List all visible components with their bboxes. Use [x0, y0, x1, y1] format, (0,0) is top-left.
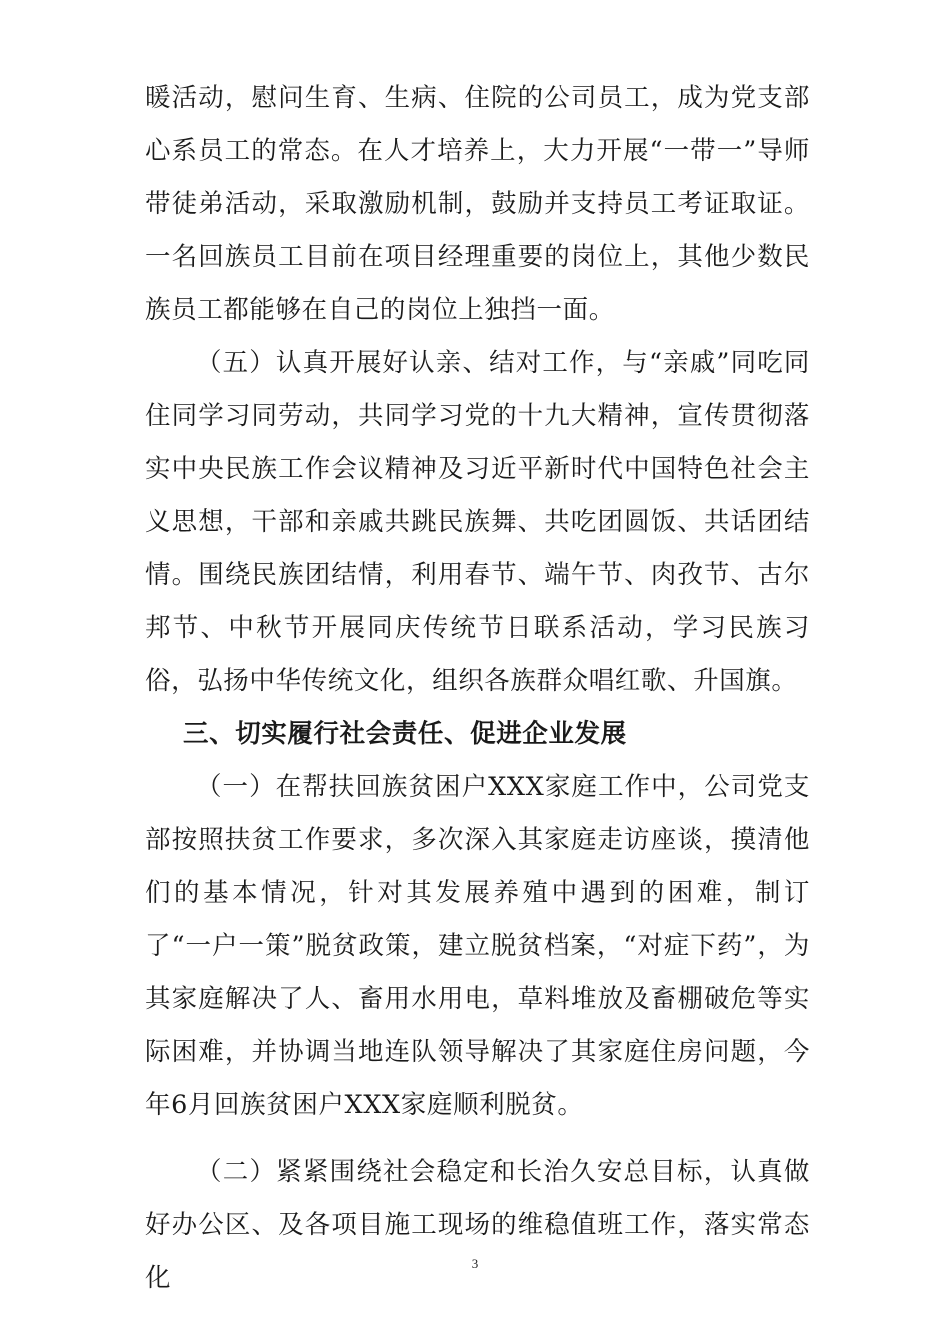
section-heading-social-responsibility: 三、切实履行社会责任、促进企业发展 [183, 719, 627, 749]
paragraph-one-poverty-assistance: （一）在帮扶回族贫困户XXX家庭工作中，公司党支部按照扶贫工作要求，多次深入其家庭走访座谈，摸清他们的基本情况，针对其发展养殖中遇到的困难，制订了“一户一策”脱贫政策，建立脱贫档案，“对症下药”，为其家庭解决了人、畜用水用电，草料堆放及畜棚破危等实际困难，并协调当地连队领导解决了其家庭住房问题，今年6月回族贫困户XXX家庭顺利脱贫。 [145, 772, 810, 1120]
paragraph-two-stability-work: （二）紧紧围绕社会稳定和长治久安总目标，认真做好办公区、及各项目施工现场的维稳值班工作，落实常态化 [145, 1157, 810, 1293]
paragraph-care-and-training: 暖活动，慰问生育、生病、住院的公司员工，成为党支部心系员工的常态。在人才培养上，大力开展“一带一”导师带徒弟活动，采取激励机制，鼓励并支持员工考证取证。一名回族员工目前在项目经理重要的岗位上，其他少数民族员工都能够在自己的岗位上独挡一面。 [145, 83, 810, 325]
paragraph-five-kinship-pairing: （五）认真开展好认亲、结对工作，与“亲戚”同吃同住同学习同劳动，共同学习党的十九大精神，宣传贯彻落实中央民族工作会议精神及习近平新时代中国特色社会主义思想，干部和亲戚共跳民族舞、共吃团圆饭、共话团结情。围绕民族团结情，利用春节、端午节、肉孜节、古尔邦节、中秋节开展同庆传统节日联系活动，学习民族习俗，弘扬中华传统文化，组织各族群众唱红歌、升国旗。 [145, 348, 810, 696]
page-number: 3 [471, 1256, 479, 1271]
document-body [145, 72, 810, 1305]
